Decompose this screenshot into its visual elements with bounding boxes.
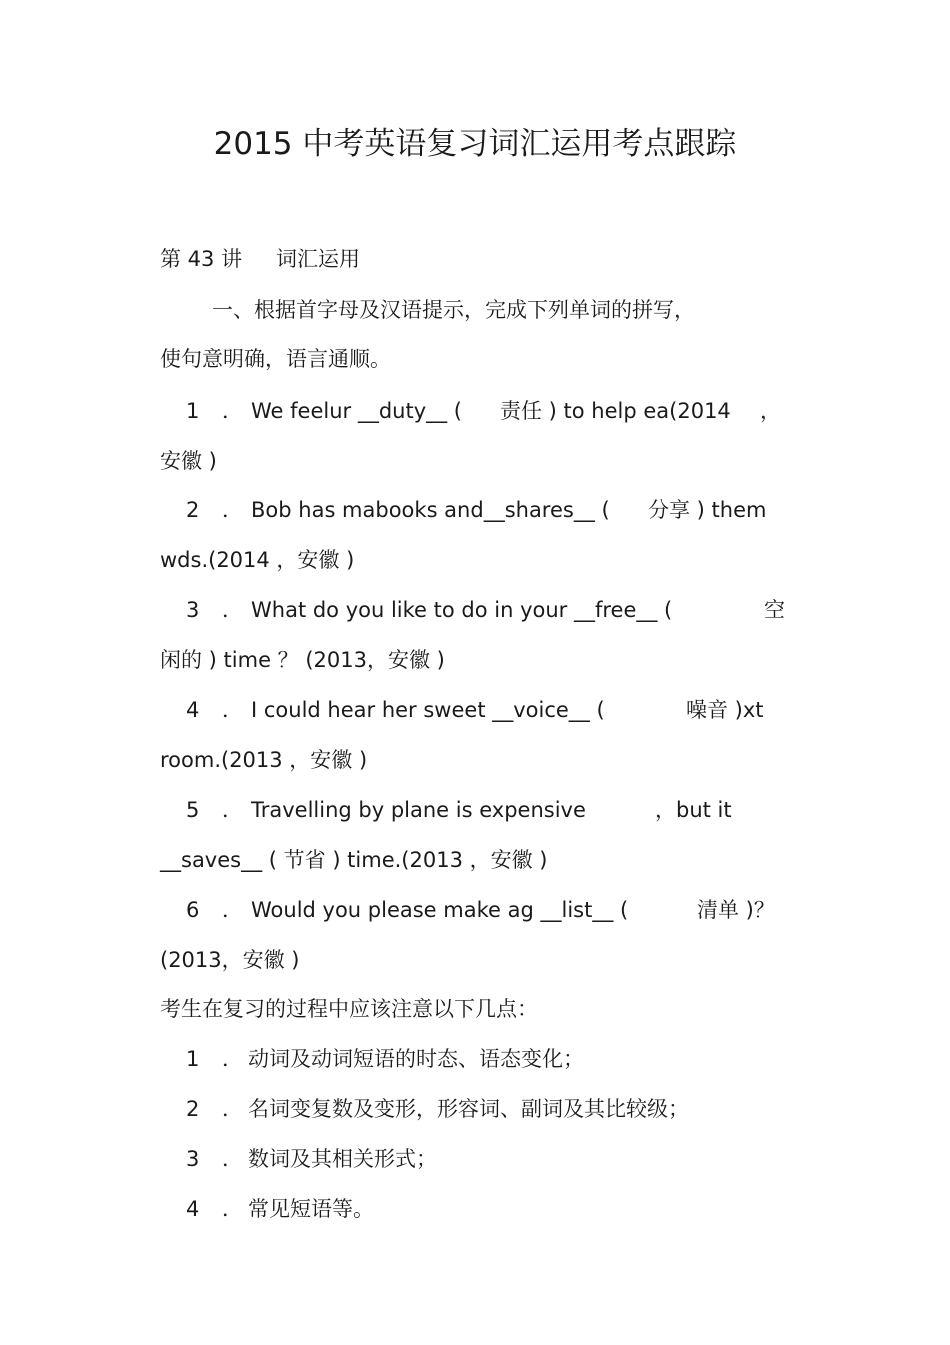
question-number: 6 [186, 898, 200, 922]
question-dot: ． [222, 498, 243, 522]
question-number: 1 [186, 399, 200, 423]
note-text: 数词及其相关形式； [248, 1147, 437, 1171]
question-text: Travelling by plane is expensive [251, 798, 586, 822]
note-text: 动词及动词短语的时态、语态变化； [248, 1047, 584, 1071]
note-dot: ． [222, 1147, 243, 1171]
note-number: 4 [186, 1197, 200, 1221]
question-number: 4 [186, 698, 200, 722]
question-dot: ． [222, 798, 243, 822]
question-text: I could hear her sweet __voice__ ( [251, 698, 605, 722]
question-text-hint: 责任 ) to help ea(2014 [500, 399, 731, 423]
instruction-line-1: 一、根据首字母及汉语提示，完成下列单词的拼写， [212, 298, 695, 322]
question-text-comma: ， [760, 399, 781, 423]
lecture-topic: 词汇运用 [276, 247, 360, 271]
question-dot: ． [222, 698, 243, 722]
question-text: We feelur __duty__ ( [251, 399, 462, 423]
question-text: What do you like to do in your __free__ ( [251, 598, 673, 622]
question-dot: ． [222, 399, 243, 423]
question-text-continued: wds.(2014 ，安徽 ) [160, 548, 355, 572]
question-dot: ． [222, 898, 243, 922]
question-text-continued: __saves__ ( 节省 ) time.(2013 ，安徽 ) [160, 848, 548, 872]
note-number: 1 [186, 1047, 200, 1071]
notes-heading: 考生在复习的过程中应该注意以下几点： [160, 997, 538, 1021]
question-number: 3 [186, 598, 200, 622]
question-text-continued: room.(2013 ，安徽 ) [160, 748, 368, 772]
note-dot: ． [222, 1047, 243, 1071]
note-number: 2 [186, 1097, 200, 1121]
question-number: 2 [186, 498, 200, 522]
question-text-hint: 空 [764, 598, 785, 622]
document-title: 2015 中考英语复习词汇运用考点跟踪 [213, 126, 737, 162]
note-dot: ． [222, 1097, 243, 1121]
question-text-hint: 清单 )？ [697, 898, 775, 922]
question-text: Would you please make ag __list__ ( [251, 898, 629, 922]
note-dot: ． [222, 1197, 243, 1221]
question-dot: ． [222, 598, 243, 622]
note-number: 3 [186, 1147, 200, 1171]
lecture-label: 第 43 讲 [160, 247, 243, 271]
instruction-line-2: 使句意明确，语言通顺。 [160, 347, 391, 371]
question-text: Bob has mabooks and__shares__ ( [251, 498, 610, 522]
question-text-continued: (2013，安徽 ) [160, 948, 300, 972]
note-text: 名词变复数及变形，形容词、副词及其比较级； [248, 1097, 689, 1121]
question-text-continued: 闲的 ) time ？ (2013，安徽 ) [160, 648, 445, 672]
question-text-hint: 分享 ) them [648, 498, 767, 522]
question-text-hint: ，but it [655, 798, 732, 822]
note-text: 常见短语等。 [248, 1197, 374, 1221]
question-text-hint: 噪音 )xt [686, 698, 764, 722]
question-number: 5 [186, 798, 200, 822]
question-text-continued: 安徽 ) [160, 449, 217, 473]
